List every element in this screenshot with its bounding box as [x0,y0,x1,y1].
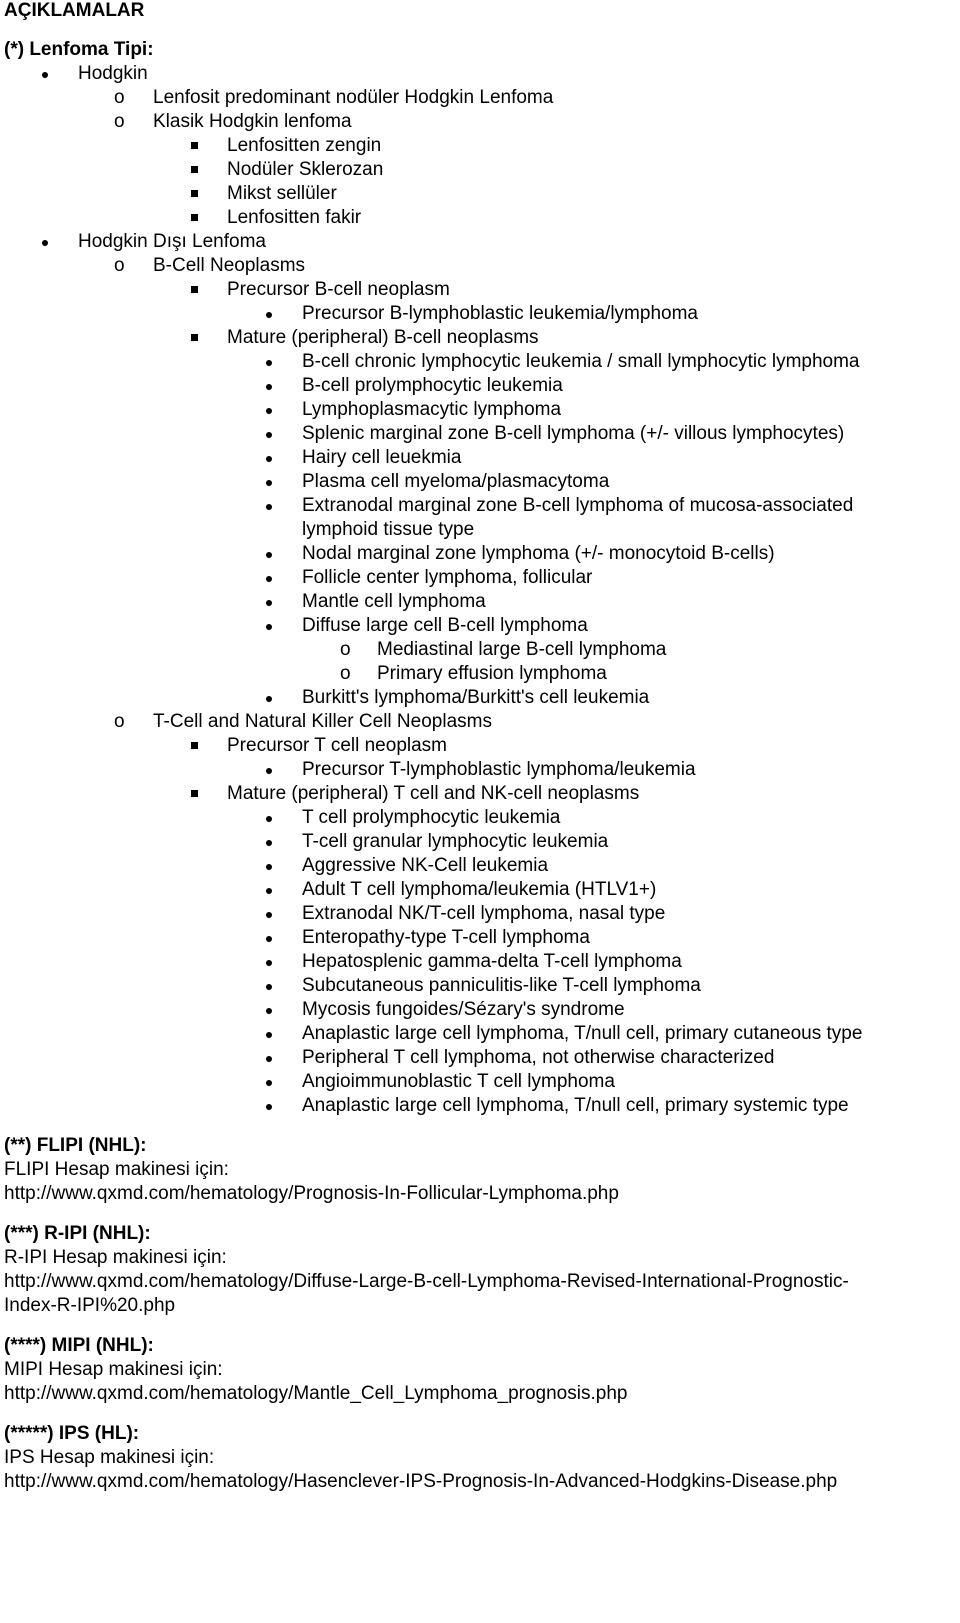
list-item [4,542,954,566]
ripi-heading: (***) R-IPI (NHL): [4,1223,151,1244]
list-item-label: Mature (peripheral) T cell and NK-cell neoplasms [227,783,640,804]
list-item [4,614,954,638]
list-item-label: Diffuse large cell B-cell lymphoma [302,615,588,636]
list-item-label: Mycosis fungoides/Sézary's syndrome [302,999,625,1020]
list-item-label: Nodüler Sklerozan [227,159,384,180]
list-item [4,302,954,326]
list-item-label: Mature (peripheral) B-cell neoplasms [227,327,539,348]
list-item [4,470,954,494]
list-item [4,662,954,686]
list-item [4,398,954,422]
list-item [4,878,954,902]
list-item [4,998,954,1022]
list-item-label: B-cell prolymphocytic leukemia [302,375,563,396]
list-item-label: Precursor T cell neoplasm [227,735,448,756]
list-item [4,782,954,806]
list-item [4,806,954,830]
list-item [4,710,954,734]
list-item [4,422,954,446]
lymphoma-type-heading: (*) Lenfoma Tipi: [4,39,154,60]
list-item-label: Burkitt's lymphoma/Burkitt's cell leukemia [302,687,650,708]
list-item-label: B-cell chronic lymphocytic leukemia / small lymphocytic lymphoma [302,351,860,372]
list-item-label: Angioimmunoblastic T cell lymphoma [302,1071,615,1092]
list-item-label: T-cell granular lymphocytic leukemia [302,831,609,852]
list-item [4,758,954,782]
list-item-label: T cell prolymphocytic leukemia [302,807,561,828]
list-item [4,446,954,470]
list-item [4,590,954,614]
list-item [4,1022,954,1046]
list-item-label: Lenfositten zengin [227,135,382,156]
list-item [4,374,954,398]
list-item-label: Plasma cell myeloma/plasmacytoma [302,471,610,492]
list-item-label: Lenfosit predominant nodüler Hodgkin Lenfoma [153,87,554,108]
list-item [4,830,954,854]
list-item-label: B-Cell Neoplasms [153,255,306,276]
list-item [4,182,954,206]
list-item-label: Lymphoplasmacytic lymphoma [302,399,562,420]
bullet-circle-icon: o [340,639,351,660]
list-item [4,254,954,278]
mipi-heading: (****) MIPI (NHL): [4,1335,154,1356]
list-item-label: Precursor T-lymphoblastic lymphoma/leukemia [302,759,696,780]
page-title: AÇIKLAMALAR [4,0,145,21]
list-item [4,1046,954,1070]
mipi-calc-label: MIPI Hesap makinesi için: [4,1359,223,1380]
list-item-label: Precursor B-lymphoblastic leukemia/lymphoma [302,303,698,324]
list-item [4,110,954,134]
list-item-label: Anaplastic large cell lymphoma, T/null cell, primary systemic type [302,1095,849,1116]
list-item-label: Aggressive NK-Cell leukemia [302,855,549,876]
list-item-label: Splenic marginal zone B-cell lymphoma (+/- villous lymphocytes) [302,423,845,444]
bullet-circle-icon: o [340,663,351,684]
list-item-label: Nodal marginal zone lymphoma (+/- monocytoid B-cells) [302,543,775,564]
ips-heading: (*****) IPS (HL): [4,1423,140,1444]
list-item-label: T-Cell and Natural Killer Cell Neoplasms [153,711,492,732]
list-item-label: Extranodal marginal zone B-cell lymphoma of mucosa-associated [302,495,854,516]
list-item [4,206,954,230]
list-item-label: Hairy cell leuekmia [302,447,462,468]
lymphoma-type-list [4,62,954,1118]
mipi-link[interactable]: http://www.qxmd.com/hematology/Mantle_Cell_Lymphoma_prognosis.php [4,1383,628,1404]
list-item [4,62,954,86]
list-item-label: Hodgkin [78,63,148,84]
list-item-label: Enteropathy-type T-cell lymphoma [302,927,590,948]
list-item-label: Mikst sellüler [227,183,337,204]
list-item-label: Precursor B-cell neoplasm [227,279,450,300]
list-item-label: Hodgkin Dışı Lenfoma [78,231,266,252]
list-item-label: Lenfositten fakir [227,207,362,228]
list-item [4,350,954,374]
list-item [4,686,954,710]
flipi-heading: (**) FLIPI (NHL): [4,1135,147,1156]
list-item-label: Hepatosplenic gamma-delta T-cell lymphoma [302,951,682,972]
list-item [4,926,954,950]
list-item [4,974,954,998]
list-item [4,278,954,302]
list-item [4,734,954,758]
ips-calc-label: IPS Hesap makinesi için: [4,1447,215,1468]
document [4,0,954,1494]
list-item [4,1070,954,1094]
list-item [4,638,954,662]
bullet-circle-icon: o [114,111,125,132]
list-item-label: Peripheral T cell lymphoma, not otherwise characterized [302,1047,775,1068]
list-item-label: Follicle center lymphoma, follicular [302,567,593,588]
list-item [4,566,954,590]
list-item [4,1094,954,1118]
list-item [4,326,954,350]
list-item-label: Anaplastic large cell lymphoma, T/null cell, primary cutaneous type [302,1023,863,1044]
list-item-label: Klasik Hodgkin lenfoma [153,111,352,132]
ips-link[interactable]: http://www.qxmd.com/hematology/Hasenclever-IPS-Prognosis-In-Advanced-Hodgkins-Disease.php [4,1471,838,1492]
list-item-label: Mediastinal large B-cell lymphoma [377,639,667,660]
list-item-label: Primary effusion lymphoma [377,663,607,684]
list-item-label: Extranodal NK/T-cell lymphoma, nasal type [302,903,666,924]
list-item [4,854,954,878]
bullet-circle-icon: o [114,711,125,732]
list-item [4,86,954,110]
list-item-label: Adult T cell lymphoma/leukemia (HTLV1+) [302,879,657,900]
list-item-label: Mantle cell lymphoma [302,591,486,612]
list-item [4,158,954,182]
list-item-label: Subcutaneous panniculitis-like T-cell lymphoma [302,975,701,996]
list-item-label-continued: lymphoid tissue type [302,519,475,540]
list-item [4,902,954,926]
list-item [4,950,954,974]
bullet-circle-icon: o [114,87,125,108]
bullet-circle-icon: o [114,255,125,276]
list-item [4,230,954,254]
ripi-link-line2[interactable]: Index-R-IPI%20.php [4,1295,176,1316]
flipi-link[interactable]: http://www.qxmd.com/hematology/Prognosis-In-Follicular-Lymphoma.php [4,1183,619,1204]
list-item [4,494,954,542]
flipi-calc-label: FLIPI Hesap makinesi için: [4,1159,229,1180]
ripi-link-line1[interactable]: http://www.qxmd.com/hematology/Diffuse-Large-B-cell-Lymphoma-Revised-International-Prognostic- [4,1271,849,1292]
list-item [4,134,954,158]
ripi-calc-label: R-IPI Hesap makinesi için: [4,1247,227,1268]
